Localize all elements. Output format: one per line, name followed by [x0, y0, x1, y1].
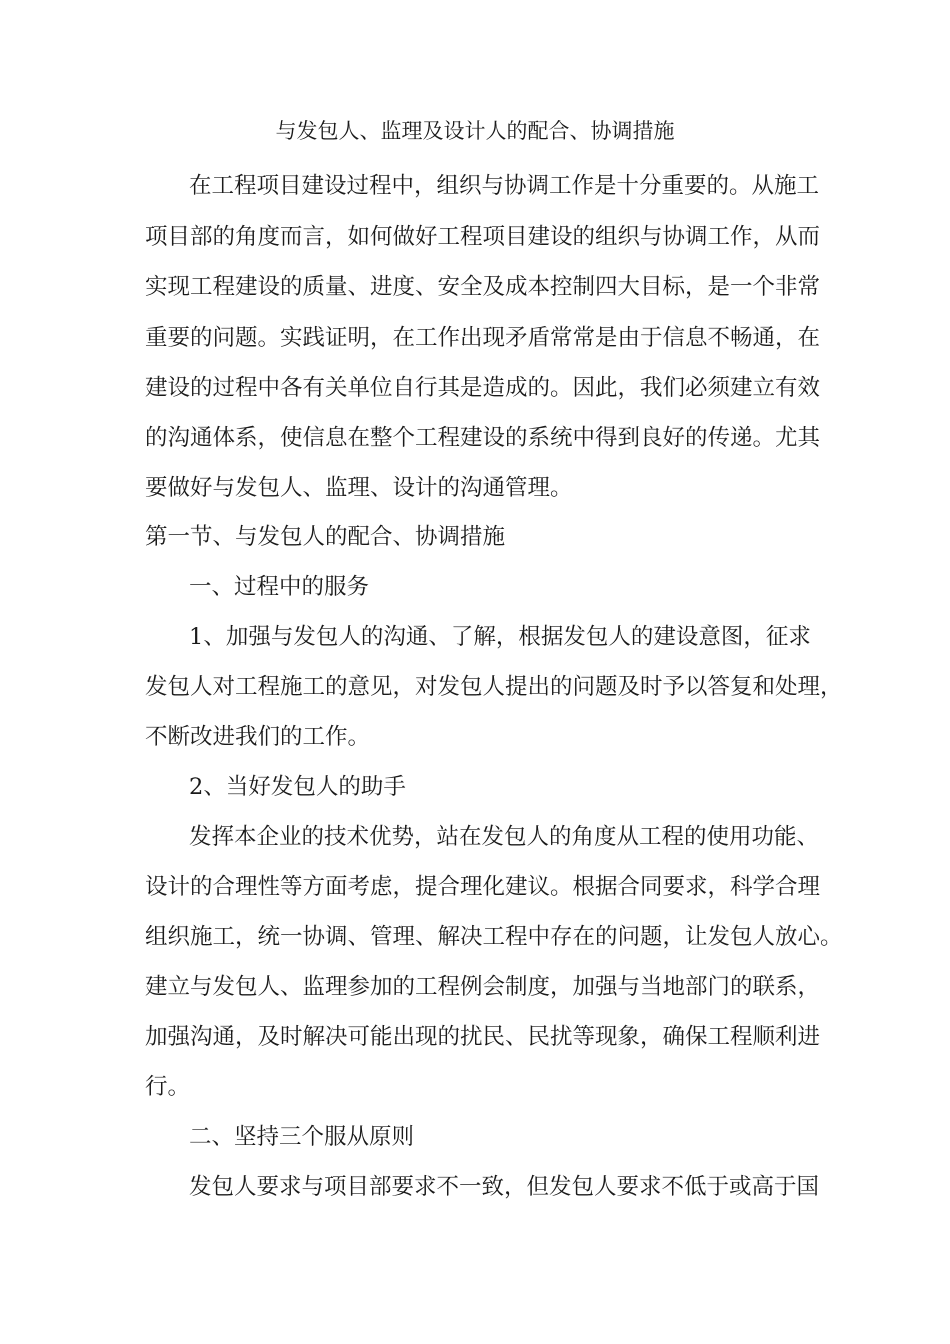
- intro-line: 重要的问题。实践证明，在工作出现矛盾常常是由于信息不畅通，在: [145, 325, 821, 351]
- intro-line: 在工程项目建设过程中，组织与协调工作是十分重要的。从施工: [189, 173, 820, 199]
- sub2-line: 发包人要求与项目部要求不一致，但发包人要求不低于或高于国: [189, 1174, 820, 1200]
- intro-line: 建设的过程中各有关单位自行其是造成的。因此，我们必须建立有效: [145, 375, 821, 401]
- item2-line: 行。: [145, 1074, 191, 1100]
- section-heading: 第一节、与发包人的配合、协调措施: [145, 524, 506, 550]
- item2-heading: 2、当好发包人的助手: [189, 774, 406, 800]
- item1-line: 1、加强与发包人的沟通、了解，根据发包人的建设意图，征求: [189, 624, 811, 650]
- subsection-heading: 一、过程中的服务: [189, 574, 370, 600]
- item2-line: 发挥本企业的技术优势，站在发包人的角度从工程的使用功能、: [189, 824, 820, 850]
- intro-line: 的沟通体系，使信息在整个工程建设的系统中得到良好的传递。尤其: [145, 425, 821, 451]
- item2-line: 建立与发包人、监理参加的工程例会制度，加强与当地部门的联系，: [145, 974, 821, 1000]
- intro-line: 项目部的角度而言，如何做好工程项目建设的组织与协调工作，从而: [145, 224, 821, 250]
- document-title: 与发包人、监理及设计人的配合、协调措施: [275, 119, 675, 143]
- intro-line: 要做好与发包人、监理、设计的沟通管理。: [145, 475, 573, 501]
- item1-line: 发包人对工程施工的意见，对发包人提出的问题及时予以答复和处理，: [145, 674, 843, 700]
- subsection-heading: 二、坚持三个服从原则: [189, 1124, 415, 1150]
- item2-line: 组织施工，统一协调、管理、解决工程中存在的问题，让发包人放心。: [145, 924, 843, 950]
- item2-line: 加强沟通，及时解决可能出现的扰民、民扰等现象，确保工程顺利进: [145, 1024, 821, 1050]
- item1-line: 不断改进我们的工作。: [145, 724, 371, 750]
- intro-line: 实现工程建设的质量、进度、安全及成本控制四大目标，是一个非常: [145, 274, 821, 300]
- item2-line: 设计的合理性等方面考虑，提合理化建议。根据合同要求，科学合理: [145, 874, 821, 900]
